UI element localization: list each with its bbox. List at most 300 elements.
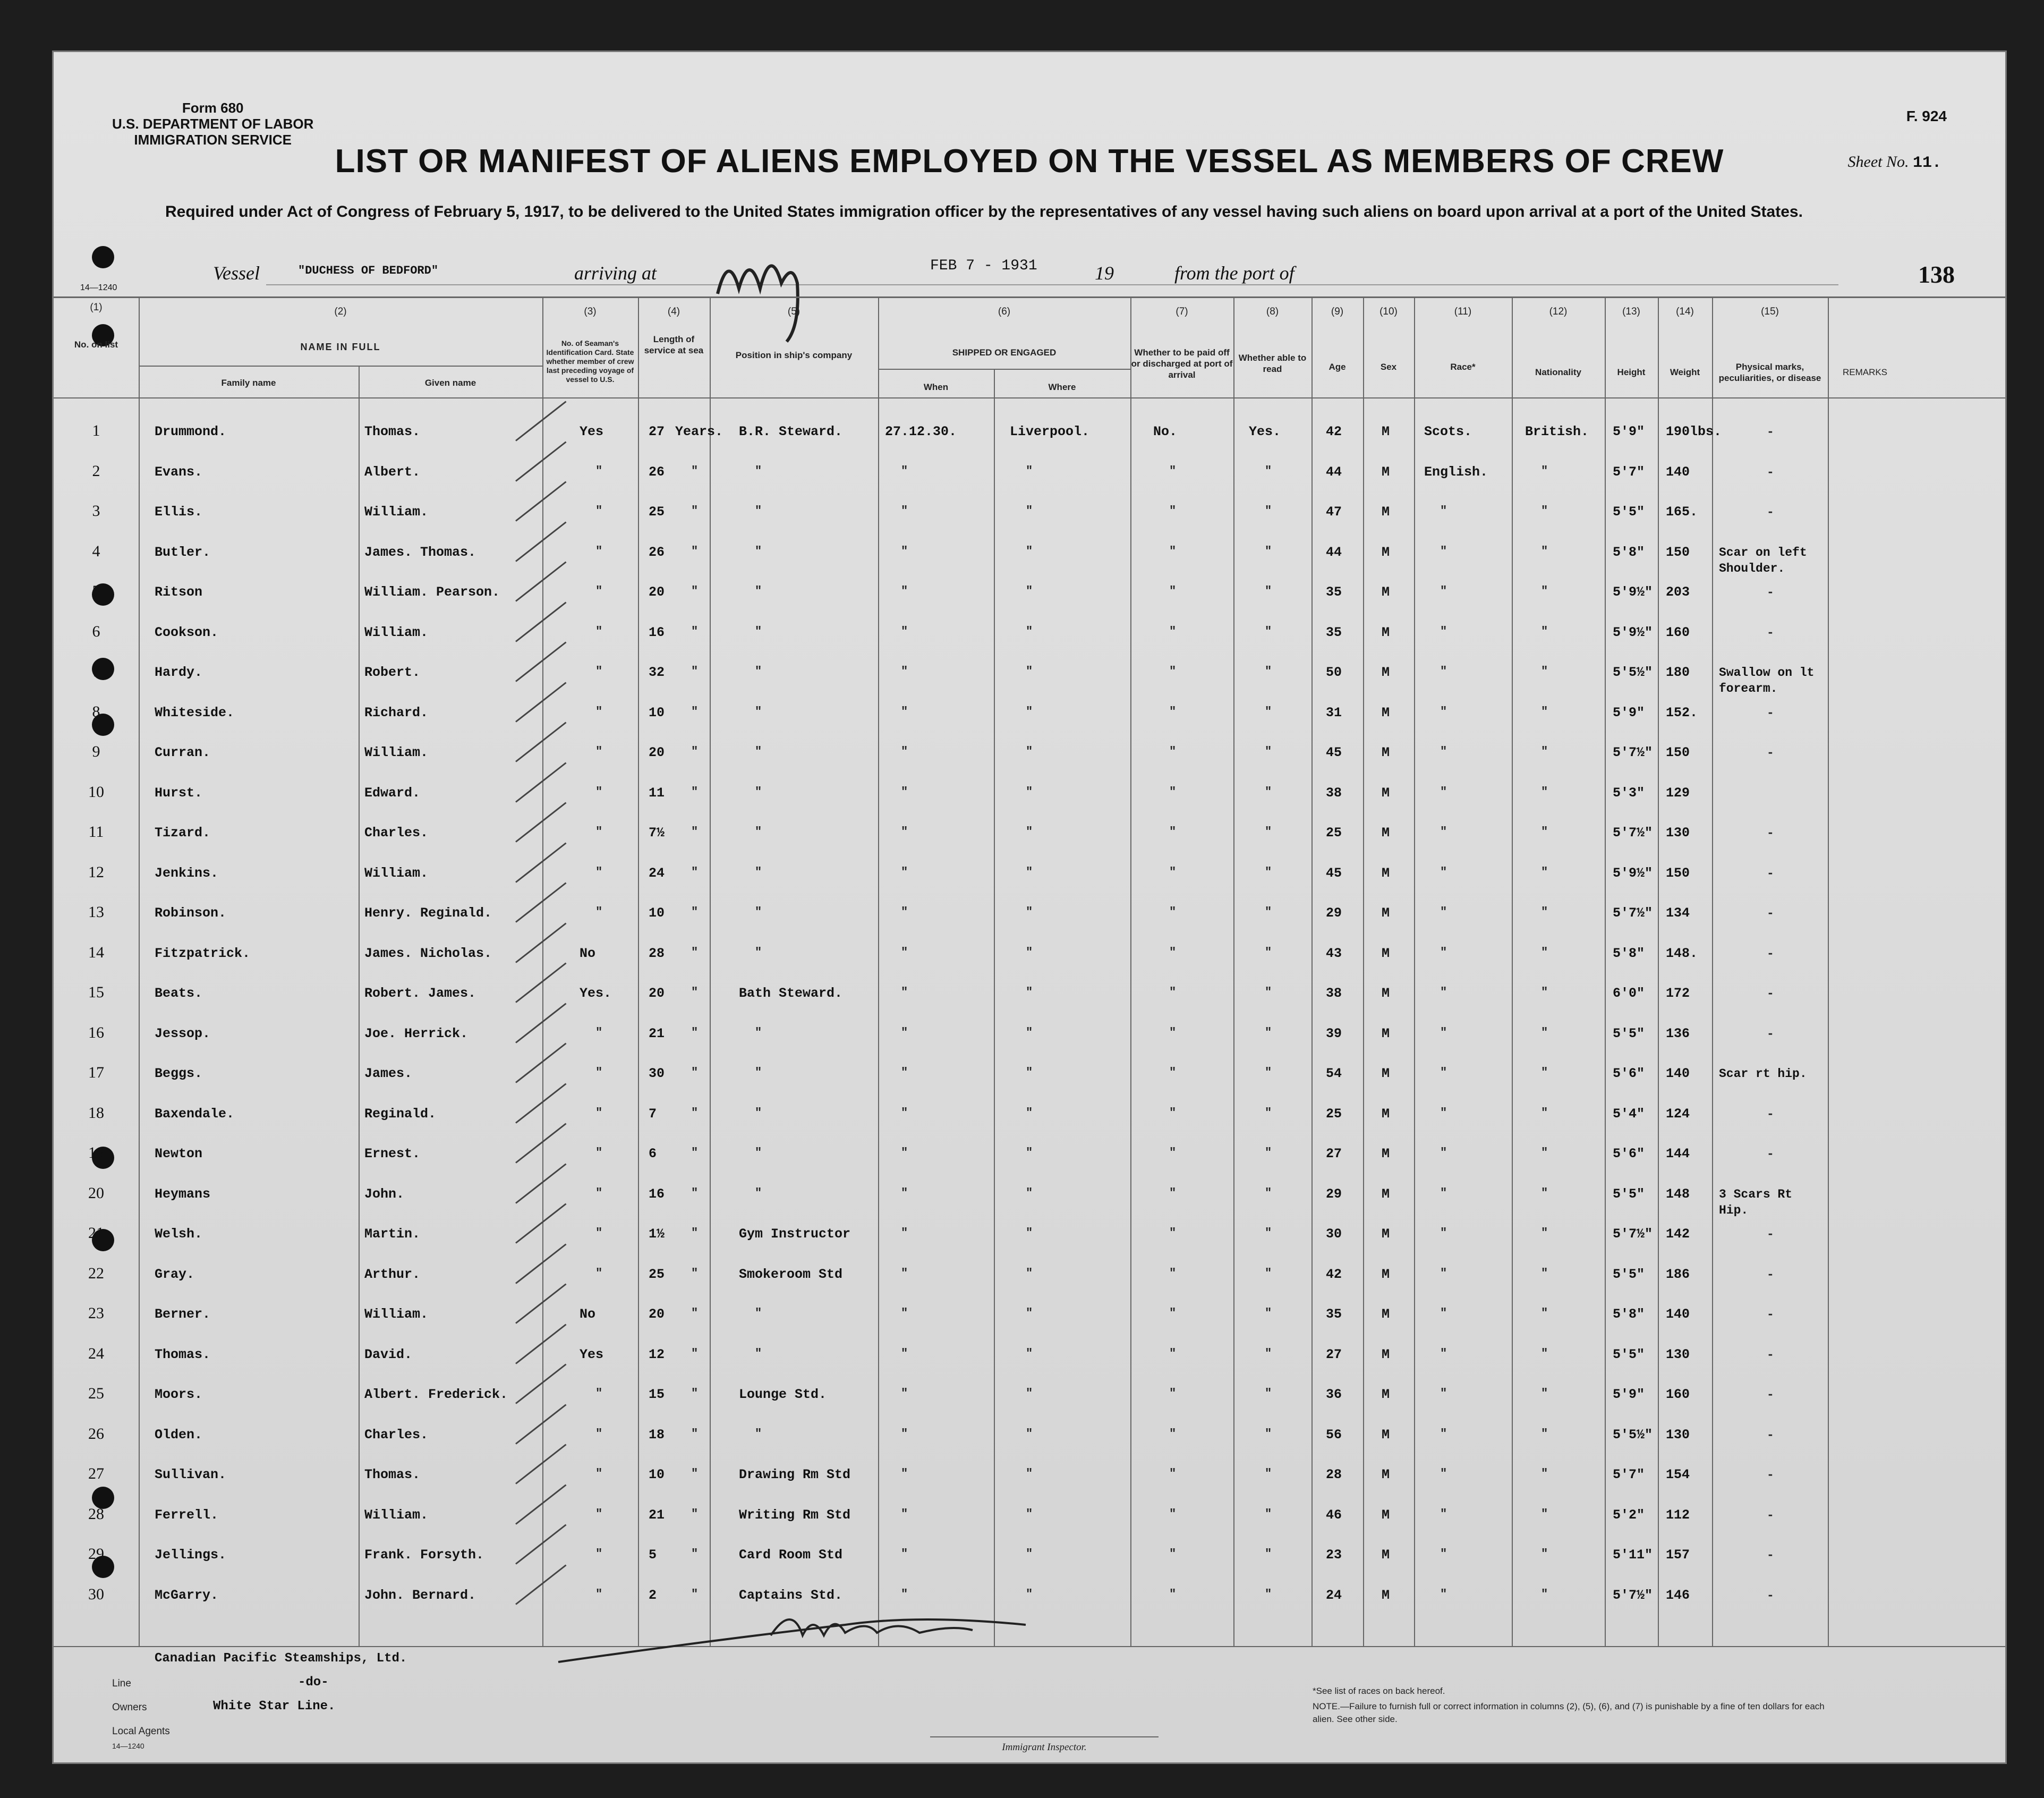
age: 45 <box>1326 865 1342 881</box>
col-heading-5: Position in ship's company <box>735 350 853 360</box>
height: 6'0" <box>1613 986 1645 1001</box>
weight: 160 <box>1666 624 1690 640</box>
weight: 140 <box>1666 1066 1690 1081</box>
able-to-read: " <box>1265 986 1272 999</box>
previous-voyage: " <box>595 1146 603 1159</box>
age: 38 <box>1326 785 1342 801</box>
physical-marks: - <box>1767 1227 1774 1241</box>
sex: M <box>1382 785 1390 801</box>
race: " <box>1440 1387 1447 1400</box>
physical-marks: - <box>1767 1548 1774 1562</box>
weight: 144 <box>1666 1146 1690 1161</box>
previous-voyage: " <box>595 1427 603 1440</box>
shipped-when: " <box>901 825 908 838</box>
service-years: 27 <box>649 424 665 439</box>
line-value: Canadian Pacific Steamships, Ltd. <box>155 1651 407 1666</box>
paid-off: " <box>1169 1387 1177 1400</box>
row-number: 19 <box>88 1144 104 1161</box>
footer-code: 14—1240 <box>112 1742 144 1750</box>
check-mark <box>515 1444 566 1484</box>
given-name: William. <box>364 504 429 520</box>
shipped-when: " <box>901 665 908 678</box>
position: " <box>755 745 762 758</box>
able-to-read: " <box>1265 544 1272 558</box>
check-mark <box>515 1123 566 1163</box>
shipped-where: " <box>1026 1307 1033 1320</box>
weight: 136 <box>1666 1025 1690 1041</box>
position: " <box>755 705 762 718</box>
age: 29 <box>1326 905 1342 921</box>
weight: 130 <box>1666 825 1690 841</box>
row-number: 12 <box>88 863 104 881</box>
family-name: Evans. <box>155 464 203 480</box>
race: " <box>1440 1427 1447 1440</box>
shipped-when: " <box>901 1507 908 1521</box>
family-name: Berner. <box>155 1307 211 1322</box>
form-id <box>112 100 313 148</box>
shipped-where: Liverpool. <box>1010 424 1090 439</box>
service-unit: " <box>691 1346 699 1360</box>
family-name: Beats. <box>155 986 203 1001</box>
weight: 112 <box>1666 1507 1690 1523</box>
given-name: Richard. <box>364 705 429 720</box>
sex: M <box>1382 745 1390 760</box>
paid-off: " <box>1169 1346 1177 1360</box>
row-number: 9 <box>92 743 100 760</box>
previous-voyage: " <box>595 464 603 478</box>
paid-off: " <box>1169 1507 1177 1521</box>
shipped-when: " <box>901 1467 908 1480</box>
race: " <box>1440 1266 1447 1280</box>
shipped-when: " <box>901 945 908 959</box>
col-heading-name: NAME IN FULL <box>300 342 381 352</box>
col-number-10: (10) <box>1379 306 1398 317</box>
family-name: Thomas. <box>155 1346 211 1362</box>
sex: M <box>1382 1226 1390 1242</box>
shipped-when: " <box>901 1226 908 1240</box>
able-to-read: " <box>1265 1025 1272 1039</box>
check-mark <box>515 1243 566 1284</box>
nationality: British. <box>1525 424 1589 439</box>
age: 42 <box>1326 424 1342 439</box>
position: " <box>755 1025 762 1039</box>
races-note: *See list of races on back hereof. <box>1313 1686 1445 1696</box>
given-name: James. Thomas. <box>364 544 476 560</box>
paid-off: " <box>1169 986 1177 999</box>
sex: M <box>1382 1507 1390 1523</box>
nationality: " <box>1541 1307 1548 1320</box>
port-label: from the port of <box>1174 262 1294 284</box>
position: Gym Instructor <box>739 1226 851 1242</box>
race: " <box>1440 785 1447 799</box>
row-number: 22 <box>88 1264 104 1282</box>
col-heading-6: SHIPPED OR ENGAGED <box>952 347 1057 358</box>
weight: 146 <box>1666 1587 1690 1603</box>
weight: 134 <box>1666 905 1690 921</box>
col-number-13: (13) <box>1622 306 1640 317</box>
check-mark <box>515 762 566 802</box>
given-name: William. <box>364 624 429 640</box>
service-years: 20 <box>649 745 665 760</box>
family-name: Tizard. <box>155 825 211 841</box>
weight: 150 <box>1666 865 1690 881</box>
shipped-when: " <box>901 1146 908 1159</box>
family-name: McGarry. <box>155 1587 219 1603</box>
service-years: 20 <box>649 584 665 600</box>
previous-voyage: " <box>595 504 603 518</box>
physical-marks: - <box>1767 1347 1774 1362</box>
weight: 129 <box>1666 785 1690 801</box>
check-mark <box>515 1163 566 1203</box>
able-to-read: " <box>1265 1106 1272 1119</box>
previous-voyage: " <box>595 624 603 638</box>
previous-voyage: No <box>580 1307 596 1322</box>
weight: 148. <box>1666 945 1698 961</box>
weight: 154 <box>1666 1467 1690 1482</box>
shipped-when: " <box>901 1066 908 1079</box>
col-heading-where: Where <box>1048 382 1076 392</box>
family-name: Ferrell. <box>155 1507 219 1523</box>
paid-off: " <box>1169 1547 1177 1560</box>
physical-marks: - <box>1767 1027 1774 1041</box>
shipped-when: " <box>901 785 908 799</box>
paid-off: " <box>1169 825 1177 838</box>
race: " <box>1440 865 1447 879</box>
nationality: " <box>1541 665 1548 678</box>
service-unit: " <box>691 1587 699 1601</box>
col-heading-no: No. on list <box>74 340 118 350</box>
shipped-where: " <box>1026 1346 1033 1360</box>
previous-voyage: " <box>595 584 603 598</box>
paid-off: " <box>1169 584 1177 598</box>
nationality: " <box>1541 1467 1548 1480</box>
family-name: Heymans <box>155 1186 211 1202</box>
form-code-small: 14—1240 <box>80 283 117 292</box>
weight: 180 <box>1666 665 1690 680</box>
nationality: " <box>1541 544 1548 558</box>
physical-marks: - <box>1767 746 1774 760</box>
sex: M <box>1382 624 1390 640</box>
previous-voyage: " <box>595 1106 603 1119</box>
row-number: 20 <box>88 1184 104 1202</box>
weight: 140 <box>1666 464 1690 480</box>
family-name: Cookson. <box>155 624 219 640</box>
age: 25 <box>1326 1106 1342 1122</box>
shipped-where: " <box>1026 464 1033 478</box>
previous-voyage: " <box>595 905 603 919</box>
row-number: 17 <box>88 1064 104 1081</box>
service-unit: " <box>691 1467 699 1480</box>
weight: 124 <box>1666 1106 1690 1122</box>
paid-off: " <box>1169 1226 1177 1240</box>
col-number-3: (3) <box>584 306 597 317</box>
previous-voyage: " <box>595 785 603 799</box>
able-to-read: " <box>1265 945 1272 959</box>
weight: 160 <box>1666 1387 1690 1402</box>
service-unit: " <box>691 1146 699 1159</box>
age: 54 <box>1326 1066 1342 1081</box>
service-years: 18 <box>649 1427 665 1443</box>
family-name: Beggs. <box>155 1066 203 1081</box>
height: 5'9½" <box>1613 865 1653 881</box>
shipped-where: " <box>1026 1547 1033 1560</box>
col-number-5: (5) <box>787 306 800 317</box>
shipped-where: " <box>1026 945 1033 959</box>
race: " <box>1440 1307 1447 1320</box>
check-mark <box>515 1324 566 1364</box>
sex: M <box>1382 1467 1390 1482</box>
family-name: Butler. <box>155 544 211 560</box>
height: 5'5" <box>1613 1186 1645 1202</box>
sex: M <box>1382 1266 1390 1282</box>
paid-off: " <box>1169 504 1177 518</box>
form-number: Form 680 <box>182 100 244 116</box>
row-number: 14 <box>88 943 104 961</box>
col-number-14: (14) <box>1676 306 1694 317</box>
paid-off: " <box>1169 1467 1177 1480</box>
physical-marks: Scar on left Shoulder. <box>1719 545 1807 575</box>
col-number-4: (4) <box>667 306 680 317</box>
shipped-where: " <box>1026 986 1033 999</box>
physical-marks: - <box>1767 1388 1774 1402</box>
able-to-read: " <box>1265 1146 1272 1159</box>
paid-off: " <box>1169 905 1177 919</box>
height: 5'7" <box>1613 1467 1645 1482</box>
sex: M <box>1382 504 1390 520</box>
previous-voyage: " <box>595 1587 603 1601</box>
race: " <box>1440 945 1447 959</box>
given-name: Edward. <box>364 785 421 801</box>
sex: M <box>1382 705 1390 720</box>
shipped-when: " <box>901 986 908 999</box>
check-mark <box>515 922 566 963</box>
arriving-label: arriving at <box>574 262 657 284</box>
service-unit: " <box>691 544 699 558</box>
position: Bath Steward. <box>739 986 843 1001</box>
position: " <box>755 1307 762 1320</box>
position: " <box>755 905 762 919</box>
height: 5'5" <box>1613 1346 1645 1362</box>
position: Card Room Std <box>739 1547 843 1563</box>
age: 50 <box>1326 665 1342 680</box>
age: 27 <box>1326 1146 1342 1161</box>
age: 45 <box>1326 745 1342 760</box>
paid-off: " <box>1169 705 1177 718</box>
service-unit: " <box>691 624 699 638</box>
year-label: 19 <box>1095 262 1114 284</box>
agents-value: White Star Line. <box>213 1699 336 1714</box>
family-name: Hurst. <box>155 785 203 801</box>
sex: M <box>1382 544 1390 560</box>
nationality: " <box>1541 1387 1548 1400</box>
height: 5'2" <box>1613 1507 1645 1523</box>
col-heading-12: Nationality <box>1535 367 1581 377</box>
service-years: 20 <box>649 986 665 1001</box>
service-years: 10 <box>649 905 665 921</box>
nationality: " <box>1541 1427 1548 1440</box>
able-to-read: " <box>1265 705 1272 718</box>
age: 24 <box>1326 1587 1342 1603</box>
vessel-underline <box>266 284 1838 285</box>
table-top-rule <box>54 296 2007 298</box>
sex: M <box>1382 584 1390 600</box>
weight: 142 <box>1666 1226 1690 1242</box>
sex: M <box>1382 986 1390 1001</box>
given-name: Charles. <box>364 1427 429 1443</box>
sex: M <box>1382 1346 1390 1362</box>
position: Drawing Rm Std <box>739 1467 851 1482</box>
height: 5'9½" <box>1613 584 1653 600</box>
service-years: 10 <box>649 705 665 720</box>
given-name: Joe. Herrick. <box>364 1025 469 1041</box>
check-mark <box>515 882 566 922</box>
age: 39 <box>1326 1025 1342 1041</box>
weight: 148 <box>1666 1186 1690 1202</box>
physical-marks: - <box>1767 906 1774 920</box>
position: " <box>755 825 762 838</box>
nationality: " <box>1541 584 1548 598</box>
height: 5'5" <box>1613 1025 1645 1041</box>
given-name: Robert. James. <box>364 986 476 1001</box>
family-name: Ritson <box>155 584 203 600</box>
race: " <box>1440 1346 1447 1360</box>
given-name: William. Pearson. <box>364 584 500 600</box>
physical-marks: - <box>1767 425 1774 439</box>
sheet-number <box>1848 153 1942 172</box>
paid-off: " <box>1169 945 1177 959</box>
col-heading-8: Whether able to read <box>1238 353 1307 374</box>
able-to-read: " <box>1265 1066 1272 1079</box>
paid-off: " <box>1169 785 1177 799</box>
nationality: " <box>1541 1186 1548 1200</box>
service-unit: " <box>691 1025 699 1039</box>
shipped-when: " <box>901 1266 908 1280</box>
col-number-6: (6) <box>998 306 1011 317</box>
paid-off: " <box>1169 464 1177 478</box>
header-bottom-rule <box>54 397 2007 398</box>
paid-off: " <box>1169 624 1177 638</box>
check-mark <box>515 1484 566 1524</box>
height: 5'3" <box>1613 785 1645 801</box>
age: 35 <box>1326 584 1342 600</box>
col-heading-13: Height <box>1617 367 1646 377</box>
col-heading-10: Sex <box>1380 362 1397 372</box>
height: 5'5½" <box>1613 665 1653 680</box>
shipped-when: " <box>901 1186 908 1200</box>
sex: M <box>1382 1066 1390 1081</box>
weight: 203 <box>1666 584 1690 600</box>
nationality: " <box>1541 1587 1548 1601</box>
nationality: " <box>1541 705 1548 718</box>
sheet-label: Sheet No. <box>1847 153 1909 171</box>
service-unit: " <box>691 1226 699 1240</box>
sex: M <box>1382 1547 1390 1563</box>
previous-voyage: " <box>595 1387 603 1400</box>
shipped-where: " <box>1026 1387 1033 1400</box>
weight: 165. <box>1666 504 1698 520</box>
form-code: F. 924 <box>1906 108 1947 124</box>
row-number: 10 <box>88 783 104 801</box>
col-number-9: (9) <box>1331 306 1344 317</box>
age: 47 <box>1326 504 1342 520</box>
race: " <box>1440 986 1447 999</box>
previous-voyage: " <box>595 705 603 718</box>
family-name: Gray. <box>155 1266 195 1282</box>
family-name: Newton <box>155 1146 203 1161</box>
position: " <box>755 1346 762 1360</box>
check-mark <box>515 641 566 682</box>
footer-note: NOTE.—Failure to furnish full or correct information in columns (2), (5), (6), and (7) is punishable by a fine of ten dollars for each alien. See other side. <box>1313 1701 1825 1724</box>
service-years: 7½ <box>649 825 665 841</box>
shipped-where: " <box>1026 1066 1033 1079</box>
race: " <box>1440 624 1447 638</box>
nationality: " <box>1541 1146 1548 1159</box>
shipped-where: " <box>1026 1025 1033 1039</box>
shipped-when: " <box>901 905 908 919</box>
height: 5'9½" <box>1613 624 1653 640</box>
position: " <box>755 1427 762 1440</box>
weight: 172 <box>1666 986 1690 1001</box>
manifest-page <box>52 50 2007 1764</box>
shipped-when: " <box>901 745 908 758</box>
position: " <box>755 1106 762 1119</box>
height: 5'7½" <box>1613 1226 1653 1242</box>
given-name: William. <box>364 1307 429 1322</box>
physical-marks: - <box>1767 625 1774 640</box>
shipped-where: " <box>1026 1146 1033 1159</box>
row-number: 21 <box>88 1224 104 1242</box>
shipped-where: " <box>1026 1467 1033 1480</box>
shipped-when: " <box>901 1587 908 1601</box>
race: " <box>1440 825 1447 838</box>
position: " <box>755 1186 762 1200</box>
weight: 140 <box>1666 1307 1690 1322</box>
able-to-read: " <box>1265 504 1272 518</box>
inspector-signature <box>548 1604 1121 1683</box>
height: 5'8" <box>1613 945 1645 961</box>
able-to-read: " <box>1265 865 1272 879</box>
height: 5'8" <box>1613 1307 1645 1322</box>
age: 28 <box>1326 1467 1342 1482</box>
given-name: Albert. Frederick. <box>364 1387 508 1402</box>
service-unit: " <box>691 1427 699 1440</box>
service-years: 1½ <box>649 1226 665 1242</box>
height: 5'9" <box>1613 424 1645 439</box>
shipped-when: " <box>901 1106 908 1119</box>
shipped-when: " <box>901 1387 908 1400</box>
able-to-read: " <box>1265 464 1272 478</box>
height: 5'9" <box>1613 705 1645 720</box>
shipped-where: " <box>1026 1186 1033 1200</box>
able-to-read: " <box>1265 785 1272 799</box>
col-number-8: (8) <box>1266 306 1279 317</box>
position: Writing Rm Std <box>739 1507 851 1523</box>
service-years: 7 <box>649 1106 657 1122</box>
position: " <box>755 1066 762 1079</box>
race: English. <box>1424 464 1488 480</box>
weight: 130 <box>1666 1427 1690 1443</box>
check-mark <box>515 561 566 601</box>
shipped-where: " <box>1026 1507 1033 1521</box>
shipped-where: " <box>1026 1427 1033 1440</box>
col-heading-3: No. of Seaman's Identification Card. State whether member of crew last preceding voyage of vessel to U.S. <box>546 339 634 384</box>
page-number: 138 <box>1918 261 1955 288</box>
nationality: " <box>1541 945 1548 959</box>
race: " <box>1440 705 1447 718</box>
service-years: 24 <box>649 865 665 881</box>
race: " <box>1440 665 1447 678</box>
able-to-read: " <box>1265 825 1272 838</box>
